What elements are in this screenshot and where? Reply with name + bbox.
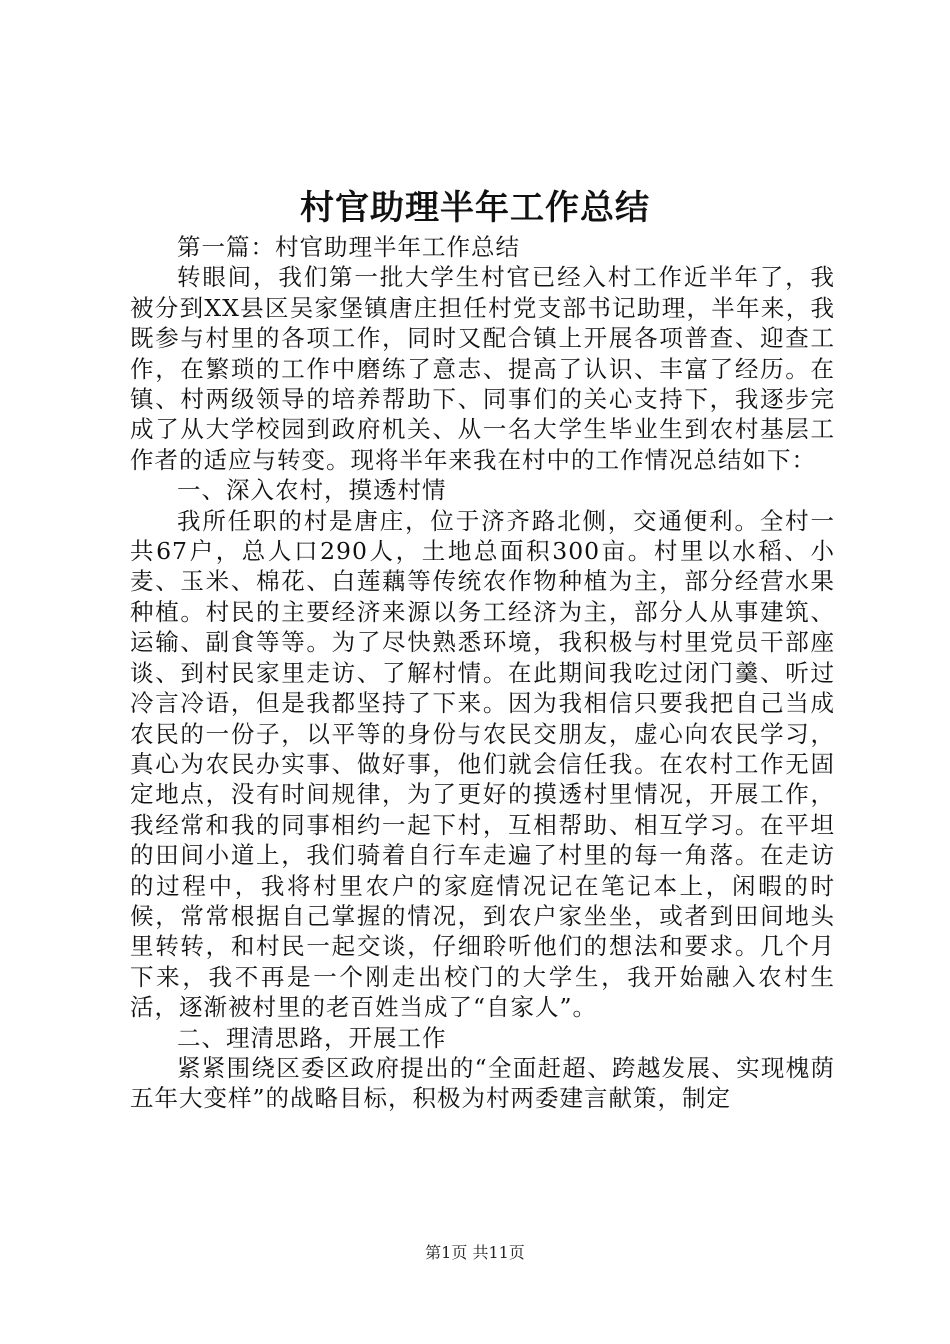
page-footer: 第1页 共11页 [425,1243,525,1262]
body-paragraph: 我所任职的村是唐庄，位于济齐路北侧，交通便利。全村一共67户，总人口290人，土地总面积300亩。村里以水稻、小麦、玉米、棉花、白莲藕等传统农作物种植为主，部分经营水果种植。村民的主要经济来源以务工经济为主，部分人从事建筑、运输、副食等等。为了尽快熟悉环境，我积极与村里党员干部座谈、到村民家里走访、了解村情。在此期间我吃过闭门羹、听过冷言冷语，但是我都坚持了下来。因为我相信只要我把自己当成农民的一份子，以平等的身份与农民交朋友，虚心向农民学习，真心为农民办实事、做好事，他们就会信任我。在农村工作无固定地点，没有时间规律，为了更好的摸透村里情况，开展工作，我经常和我的同事相约一起下村，互相帮助、相互学习。在平坦的田间小道上，我们骑着自行车走遍了村里的每一角落。在走访的过程中，我将村里农户的家庭情况记在笔记本上，闲暇的时候，常常根据自己掌握的情况，到农户家坐坐，或者到田间地头里转转，和村民一起交谈，仔细聆听他们的想法和要求。几个月下来，我不再是一个刚走出校门的大学生，我开始融入农村生活，逐渐被村里的老百姓当成了“自家人”。 [130,506,835,1022]
document-title: 村官助理半年工作总结 [300,188,650,228]
body-paragraph: 紧紧围绕区委区政府提出的“全面赶超、跨越发展、实现槐荫五年大变样”的战略目标，积极为村两委建言献策，制定 [130,1053,835,1113]
section-heading: 第一篇：村官助理半年工作总结 [177,233,520,261]
body-paragraph: 转眼间，我们第一批大学生村官已经入村工作近半年了，我被分到XX县区吴家堡镇唐庄担任村党支部书记助理，半年来，我既参与村里的各项工作，同时又配合镇上开展各项普查、迎查工作，在繁琐的工作中磨练了意志、提高了认识、丰富了经历。在镇、村两级领导的培养帮助下、同事们的关心支持下，我逐步完成了从大学校园到政府机关、从一名大学生毕业生到农村基层工作者的适应与转变。现将半年来我在村中的工作情况总结如下： [130,263,835,474]
section-heading: 二、理清思路，开展工作 [177,1023,447,1052]
document-body [130,232,835,1114]
section-heading: 一、深入农村，摸透村情 [177,476,447,505]
